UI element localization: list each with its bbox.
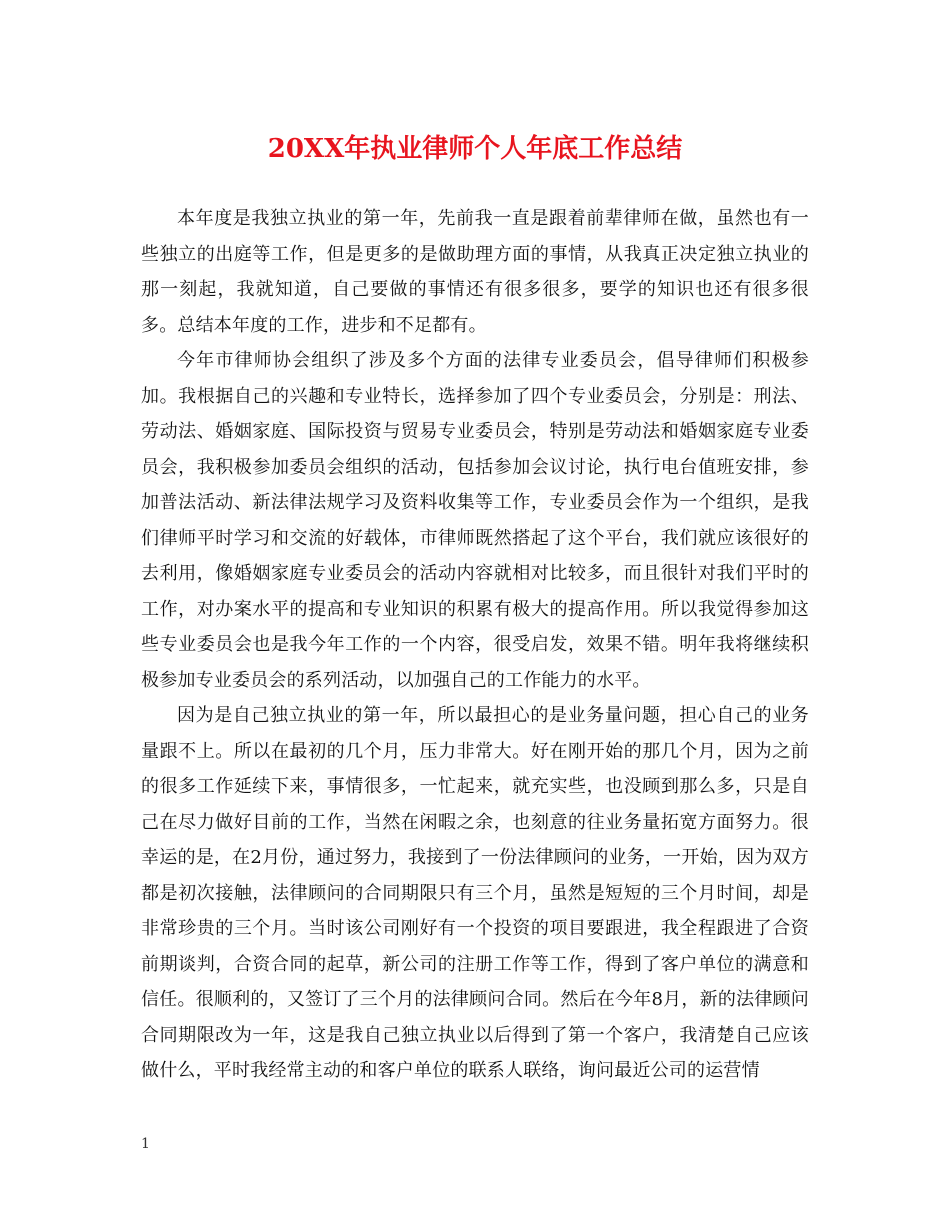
paragraph-1: 本年度是我独立执业的第一年，先前我一直是跟着前辈律师在做，虽然也有一些独立的出庭等工作，但是更多的是做助理方面的事情，从我真正决定独立执业的那一刻起，我就知道，自己要做的事情还有很多很多，要学的知识也还有很多很多。总结本年度的工作，进步和不足都有。 bbox=[141, 208, 809, 336]
paragraph-3: 因为是自己独立执业的第一年，所以最担心的是业务量问题，担心自己的业务量跟不上。所以在最初的几个月，压力非常大。好在刚开始的那几个月，因为之前的很多工作延续下来，事情很多，一忙起来，就充实些，也没顾到那么多，只是自己在尽力做好目前的工作，当然在闲暇之余，也刻意的往业务量拓宽方面努力。很幸运的是，在2月份，通过努力，我接到了一份法律顾问的业务，一开始，因为双方都是初次接触，法律顾问的合同期限只有三个月，虽然是短短的三个月时间，却是非常珍贵的三个月。当时该公司刚好有一个投资的项目要跟进，我全程跟进了合资前期谈判，合资合同的起草，新公司的注册工作等工作，得到了客户单位的满意和信任。很顺利的，又签订了三个月的法律顾问合同。然后在今年8月，新的法律顾问合同期限改为一年，这是我自己独立执业以后得到了第一个客户，我清楚自己应该做什么，平时我经常主动的和客户单位的联系人联络，询问最近公司的运营情 bbox=[141, 705, 809, 1081]
page-number: 1 bbox=[141, 1136, 150, 1152]
paragraph-2: 今年市律师协会组织了涉及多个方面的法律专业委员会，倡导律师们积极参加。我根据自己的兴趣和专业特长，选择参加了四个专业委员会，分别是：刑法、劳动法、婚姻家庭、国际投资与贸易专业委员会，特别是劳动法和婚姻家庭专业委员会，我积极参加委员会组织的活动，包括参加会议讨论，执行电台值班安排，参加普法活动、新法律法规学习及资料收集等工作，专业委员会作为一个组织，是我们律师平时学习和交流的好载体，市律师既然搭起了这个平台，我们就应该很好的去利用，像婚姻家庭专业委员会的活动内容就相对比较多，而且很针对我们平时的工作，对办案水平的提高和专业知识的积累有极大的提高作用。所以我觉得参加这些专业委员会也是我今年工作的一个内容，很受启发，效果不错。明年我将继续积极参加专业委员会的系列活动，以加强自己的工作能力的水平。 bbox=[141, 350, 809, 691]
document-body bbox=[141, 201, 809, 1089]
document-title: 20XX年执业律师个人年底工作总结 bbox=[267, 134, 683, 164]
